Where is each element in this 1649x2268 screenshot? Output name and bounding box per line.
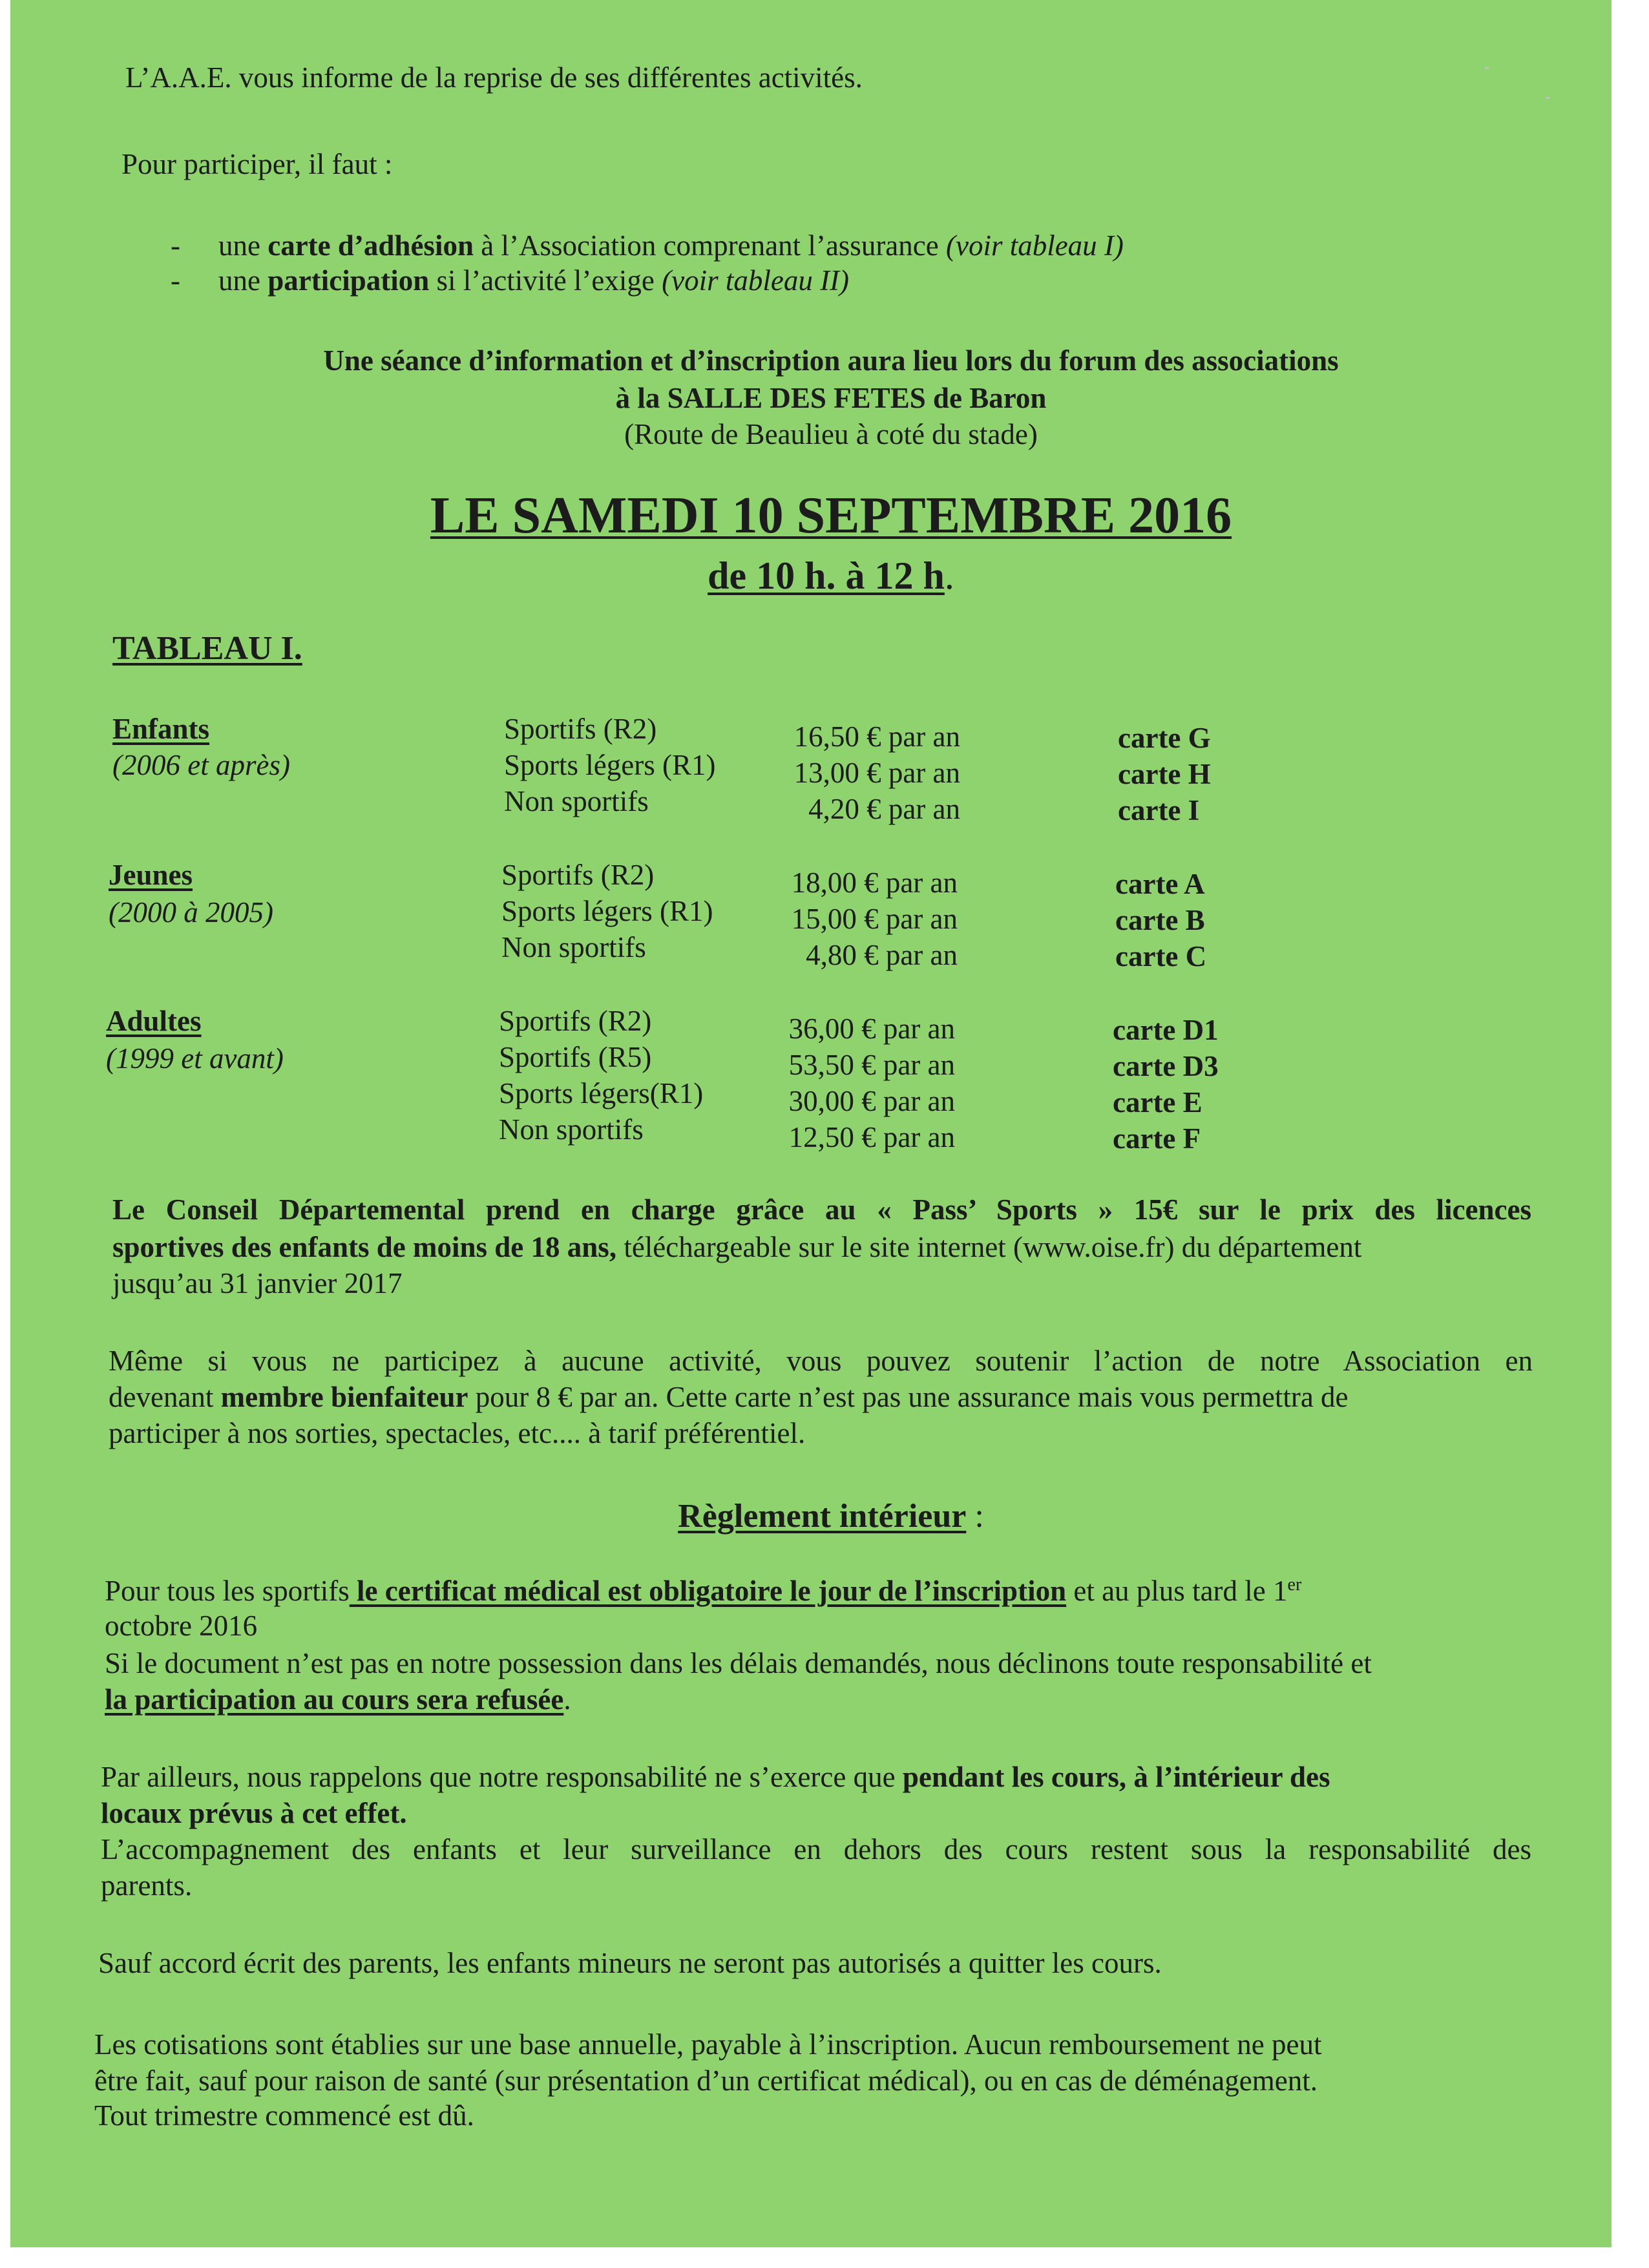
reglement-p4-line2: parents. [101, 1869, 193, 1902]
rate-type: Sportifs (R2) [499, 1005, 652, 1037]
rate-price: 4,20 € par an [808, 793, 960, 825]
green-flyer-page [10, 0, 1612, 2247]
reglement-p2-line2: la participation au cours sera refusée. [105, 1683, 571, 1716]
rate-card: carte A [1115, 868, 1205, 900]
scan-speck [1485, 67, 1489, 69]
rate-price: 13,00 € par an [793, 757, 960, 789]
info-session-line2: à la SALLE DES FETES de Baron [615, 382, 1047, 414]
rate-card: carte I [1118, 794, 1200, 826]
rate-card: carte G [1118, 722, 1211, 754]
group-years: (2000 à 2005) [109, 896, 273, 929]
rate-card: carte F [1113, 1122, 1201, 1155]
rate-card: carte D3 [1113, 1050, 1219, 1082]
rate-type: Non sportifs [499, 1113, 644, 1146]
rate-type: Non sportifs [501, 931, 646, 963]
date-title: LE SAMEDI 10 SEPTEMBRE 2016 [430, 487, 1232, 544]
bullet-adhesion: une carte d’adhésion à l’Association comprenant l’assurance (voir tableau I) [218, 229, 1124, 262]
rate-card: carte C [1115, 940, 1207, 972]
rate-type: Non sportifs [504, 785, 649, 817]
time-title: de 10 h. à 12 h. [708, 554, 954, 597]
group-years: (1999 et avant) [106, 1042, 284, 1075]
bienfaiteur-line2: devenant membre bienfaiteur pour 8 € par an. Cette carte n’est pas une assurance mais vous permettra de [109, 1381, 1349, 1413]
reglement-p6-line3: Tout trimestre commencé est dû. [94, 2099, 474, 2132]
group-years: (2006 et après) [112, 749, 290, 781]
tableau-title: TABLEAU I. [112, 630, 302, 667]
info-session-line1: Une séance d’information et d’inscription aura lieu lors du forum des associations [323, 344, 1339, 377]
rate-price: 18,00 € par an [791, 866, 958, 899]
bienfaiteur-line3: participer à nos sorties, spectacles, etc.... à tarif préférentiel. [109, 1417, 806, 1449]
reglement-p2-line1: Si le document n’est pas en notre possession dans les délais demandés, nous déclinons toute responsabilité et [105, 1647, 1372, 1679]
conseil-line2: sportives des enfants de moins de 18 ans, téléchargeable sur le site internet (www.oise.fr) du département [112, 1231, 1362, 1263]
group-name: Enfants [112, 713, 210, 745]
rate-price: 4,80 € par an [806, 939, 958, 971]
reglement-title: Règlement intérieur : [678, 1498, 984, 1535]
intro-text: L’A.A.E. vous informe de la reprise de ses différentes activités. [125, 61, 863, 94]
reglement-p1-line2: octobre 2016 [105, 1610, 258, 1642]
reglement-p4-line1: L’accompagnement des enfants et leur surveillance en dehors des cours restent sous la responsabilité des [101, 1833, 1531, 1865]
rate-price: 12,50 € par an [788, 1121, 955, 1153]
conseil-line1: Le Conseil Départemental prend en charge grâce au « Pass’ Sports » 15€ sur le prix des licences [112, 1193, 1531, 1226]
rate-price: 15,00 € par an [791, 903, 958, 935]
rate-price: 36,00 € par an [788, 1013, 955, 1045]
participate-heading: Pour participer, il faut : [121, 148, 393, 180]
reglement-p6-line2: être fait, sauf pour raison de santé (sur présentation d’un certificat médical), ou en cas de déménagement. [94, 2064, 1318, 2097]
rate-type: Sportifs (R5) [499, 1041, 652, 1073]
rate-type: Sports légers (R1) [504, 749, 716, 781]
rate-card: carte B [1115, 904, 1205, 936]
bullet-participation: une participation si l’activité l’exige (voir tableau II) [218, 264, 850, 297]
reglement-p3-line2: locaux prévus à cet effet. [101, 1797, 407, 1829]
reglement-p6-line1: Les cotisations sont établies sur une base annuelle, payable à l’inscription. Aucun remboursement ne peut [94, 2028, 1322, 2061]
bullet-dash: - [171, 264, 180, 297]
rate-price: 53,50 € par an [788, 1049, 955, 1081]
rate-card: carte D1 [1113, 1014, 1219, 1046]
reglement-p3-line1: Par ailleurs, nous rappelons que notre responsabilité ne s’exerce que pendant les cours, à l’intérieur des [101, 1761, 1330, 1793]
info-session-line3: (Route de Beaulieu à coté du stade) [624, 418, 1038, 450]
group-name: Jeunes [109, 859, 193, 891]
bienfaiteur-line1: Même si vous ne participez à aucune activité, vous pouvez soutenir l’action de notre Association en [109, 1345, 1533, 1377]
group-name: Adultes [106, 1005, 202, 1037]
rate-type: Sportifs (R2) [504, 713, 657, 745]
bullet-dash: - [171, 229, 180, 262]
conseil-line3: jusqu’au 31 janvier 2017 [112, 1267, 403, 1299]
rate-price: 16,50 € par an [793, 720, 960, 753]
rate-price: 30,00 € par an [788, 1085, 955, 1117]
scan-speck [1546, 97, 1549, 99]
rate-card: carte E [1113, 1086, 1203, 1118]
rate-card: carte H [1118, 758, 1211, 790]
rate-type: Sports légers(R1) [499, 1077, 704, 1109]
rate-type: Sportifs (R2) [501, 859, 655, 891]
rate-type: Sports légers (R1) [501, 895, 713, 927]
reglement-p1-line1: Pour tous les sportifs le certificat médical est obligatoire le jour de l’inscription et au plus tard le 1er [105, 1575, 1302, 1607]
reglement-p5: Sauf accord écrit des parents, les enfants mineurs ne seront pas autorisés a quitter les cours. [98, 1947, 1162, 1979]
